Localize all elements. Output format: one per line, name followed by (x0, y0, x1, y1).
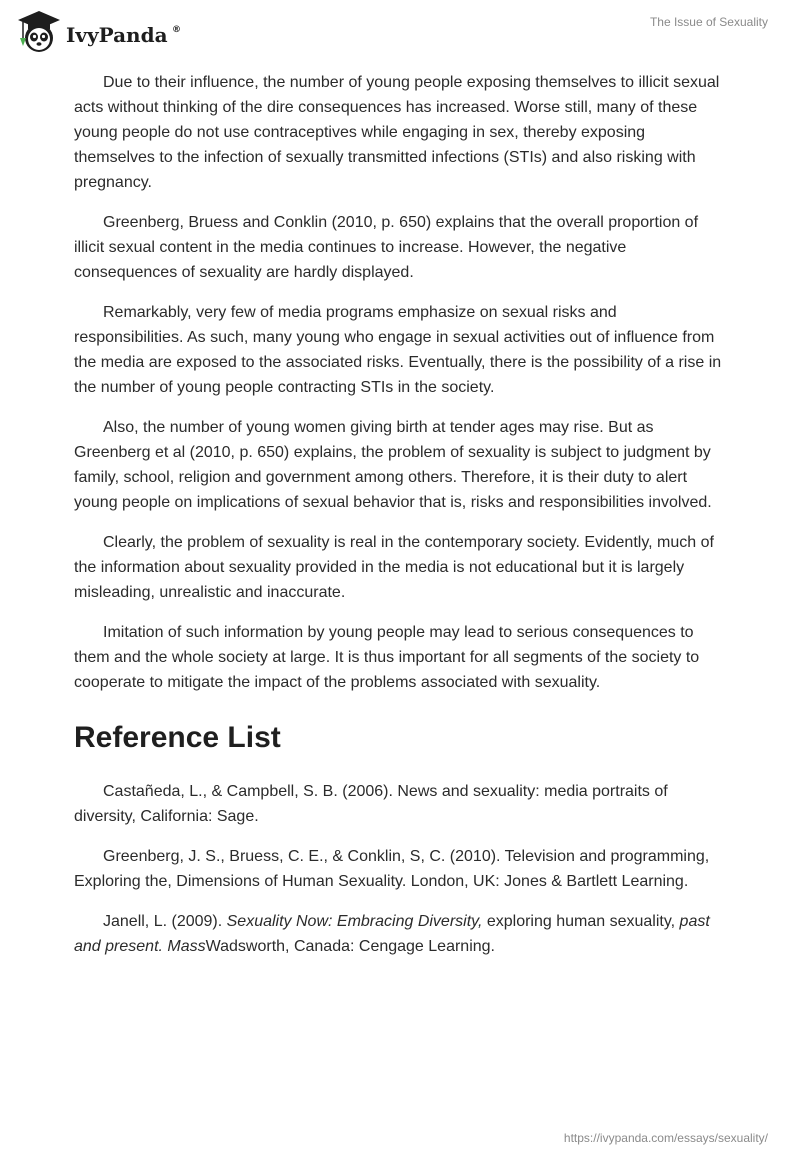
paragraph: Remarkably, very few of media programs emphasize on sexual risks and responsibilities. As such, many young who engage in sexual activities out of influence from the media are exposed to the associated risks. Eventually, there is the possibility of a rise in the number of young people contracting STIs in the society. (74, 304, 722, 396)
reference-text: Wadsworth, Canada: Cengage Learning. (205, 938, 495, 955)
page-title: The Issue of Sexuality (649, 15, 768, 29)
reference-list-heading: Reference List (74, 721, 281, 754)
page-header (0, 0, 800, 60)
ivypanda-logo[interactable] (14, 8, 189, 56)
reference-item: Greenberg, J. S., Bruess, C. E., & Conklin, S, C. (2010). Television and programming, Exploring the, Dimensions of Human Sexuality. London, UK: Jones & Bartlett Learning. (74, 848, 710, 890)
paragraph: Imitation of such information by young people may lead to serious consequences to them and the whole society at large. It is thus important for all segments of the society to cooperate to mitigate the impact of the problems associated with sexuality. (74, 624, 700, 691)
reference-title-italic: Sexuality Now: Embracing Diversity, (226, 913, 483, 930)
paragraph: Greenberg, Bruess and Conklin (2010, p. 650) explains that the overall proportion of illicit sexual content in the media continues to increase. However, the negative consequences of sexuality are hardly displayed. (74, 214, 699, 281)
essay-content (74, 70, 726, 974)
reference-text: exploring human sexuality, (482, 913, 680, 930)
paragraph: Due to their influence, the number of young people exposing themselves to illicit sexual acts without thinking of the dire consequences has increased. Worse still, many of these young people do not use contraceptives while engaging in sex, thereby exposing themselves to the infection of sexually transmitted infections (STIs) and also risking with pregnancy. (74, 74, 720, 191)
paragraph: Clearly, the problem of sexuality is real in the contemporary society. Evidently, much of the information about sexuality provided in the media is not educational but it is largely misleading, unrealistic and inaccurate. (74, 534, 714, 601)
registered-mark: ® (172, 25, 181, 35)
reference-item: Castañeda, L., & Campbell, S. B. (2006). News and sexuality: media portraits of diversity, California: Sage. (74, 783, 668, 825)
source-url[interactable]: https://ivypanda.com/essays/sexuality/ (563, 1131, 768, 1145)
reference-text: Janell, L. (2009). (103, 913, 227, 930)
panda-logo-icon (14, 8, 189, 56)
logo-wordmark: IvyPanda (66, 23, 168, 47)
paragraph: Also, the number of young women giving birth at tender ages may rise. But as Greenberg et al (2010, p. 650) explains, the problem of sexuality is subject to judgment by family, school, religion and government among others. Therefore, it is their duty to alert young people on implications of sexual behavior that is, risks and responsibilities involved. (74, 419, 712, 511)
reference-title-italic: past and present. Mass (74, 913, 710, 955)
reference-item (74, 909, 726, 959)
